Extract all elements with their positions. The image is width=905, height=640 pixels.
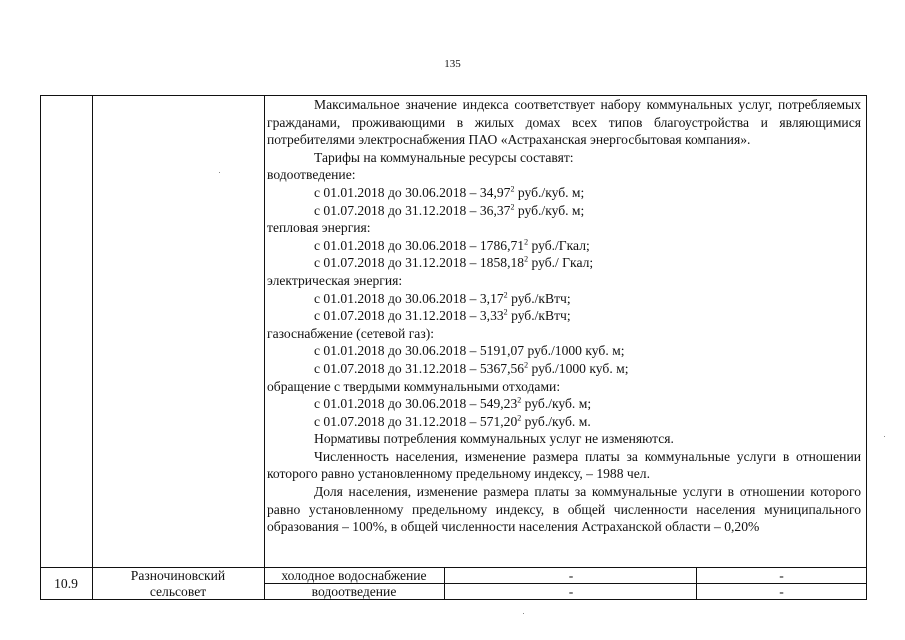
scan-speck (219, 172, 220, 173)
tariff-line: с 01.01.2018 до 30.06.2018 – 1786,71$^2$ руб./Гкал; (314, 237, 590, 253)
tariff-line: с 01.01.2018 до 30.06.2018 – 5191,07 руб./1000 куб. м; (314, 343, 625, 359)
scan-speck (523, 613, 524, 614)
settlement-name (92, 568, 264, 600)
paragraph-population-share: Доля населения, изменение размера платы за коммунальные услуги в отношении которого равно установленному предельному индексу, в общей численности населения муниципального образования – 100%, в общей численности населения Астраханской области – 0,20% (267, 484, 861, 535)
group-title: обращение с твердыми коммунальными отходами: (267, 378, 561, 394)
group-title: электрическая энергия: (267, 272, 403, 288)
group-title: водоотведение: (267, 167, 356, 183)
settlement-name-line1: Разночиновский (130, 568, 226, 583)
row-number: 10.9 (54, 576, 78, 591)
page-number: 135 (444, 58, 461, 70)
column-divider-2 (264, 95, 265, 600)
scan-speck (884, 436, 885, 437)
service-cold-water-value-1: - (568, 568, 574, 583)
paragraph-norms: Нормативы потребления коммунальных услуг не изменяются. (314, 431, 674, 447)
tariff-line: с 01.07.2018 до 31.12.2018 – 3,33$^2$ руб./кВтч; (314, 307, 571, 324)
tariff-line: с 01.07.2018 до 31.12.2018 – 36,37$^2$ руб./куб. м; (314, 202, 585, 218)
group-electric-energy (267, 272, 861, 325)
settlement-name-line2: сельсовет (149, 584, 207, 599)
service-water-disposal-value-1: - (568, 584, 574, 599)
service-water-disposal: водоотведение (311, 584, 397, 599)
tariff-line: с 01.07.2018 до 31.12.2018 – 571,20$^2$ руб./куб. м. (314, 413, 591, 429)
group-gas-supply (267, 325, 861, 378)
service-water-disposal-value-2: - (779, 584, 784, 599)
service-cold-water: холодное водоснабжение (281, 568, 427, 583)
tariff-line: с 01.01.2018 до 30.06.2018 – 34,97$^2$ руб./куб. м; (314, 184, 585, 200)
table-left-border (40, 95, 41, 600)
group-title: газоснабжение (сетевой газ): (267, 325, 434, 341)
group-water-disposal (267, 166, 861, 219)
paragraph-population-count: Численность населения, изменение размера платы за коммунальные услуги в отношении которого равно установленному предельному индексу, – 1988 чел. (267, 448, 861, 482)
paragraph-tariffs-intro: Тарифы на коммунальные ресурсы составят: (314, 149, 574, 165)
tariff-line: с 01.01.2018 до 30.06.2018 – 3,17$^2$ руб./кВтч; (314, 290, 571, 306)
tariff-line: с 01.07.2018 до 31.12.2018 – 1858,18$^2$ руб./ Гкал; (314, 254, 594, 271)
column-divider-1 (92, 95, 93, 600)
table-right-border (866, 95, 867, 600)
service-cold-water-value-2: - (779, 568, 784, 583)
tariff-line: с 01.01.2018 до 30.06.2018 – 549,23$^2$ руб./куб. м; (314, 395, 592, 412)
tariff-line: с 01.07.2018 до 31.12.2018 – 5367,56$^2$ руб./1000 куб. м; (314, 360, 629, 376)
group-heat-energy (267, 219, 861, 272)
group-solid-waste (267, 378, 861, 431)
paragraph-max-index: Максимальное значение индекса соответствует набору коммунальных услуг, потребляемых гражданами, проживающими в жилых домах всех типов благоустройства и являющимися потребителями электроснабжения ПАО «Астраханская энергосбытовая компания». (267, 97, 861, 148)
tariff-text-block (267, 96, 861, 536)
group-title: тепловая энергия: (267, 220, 371, 236)
